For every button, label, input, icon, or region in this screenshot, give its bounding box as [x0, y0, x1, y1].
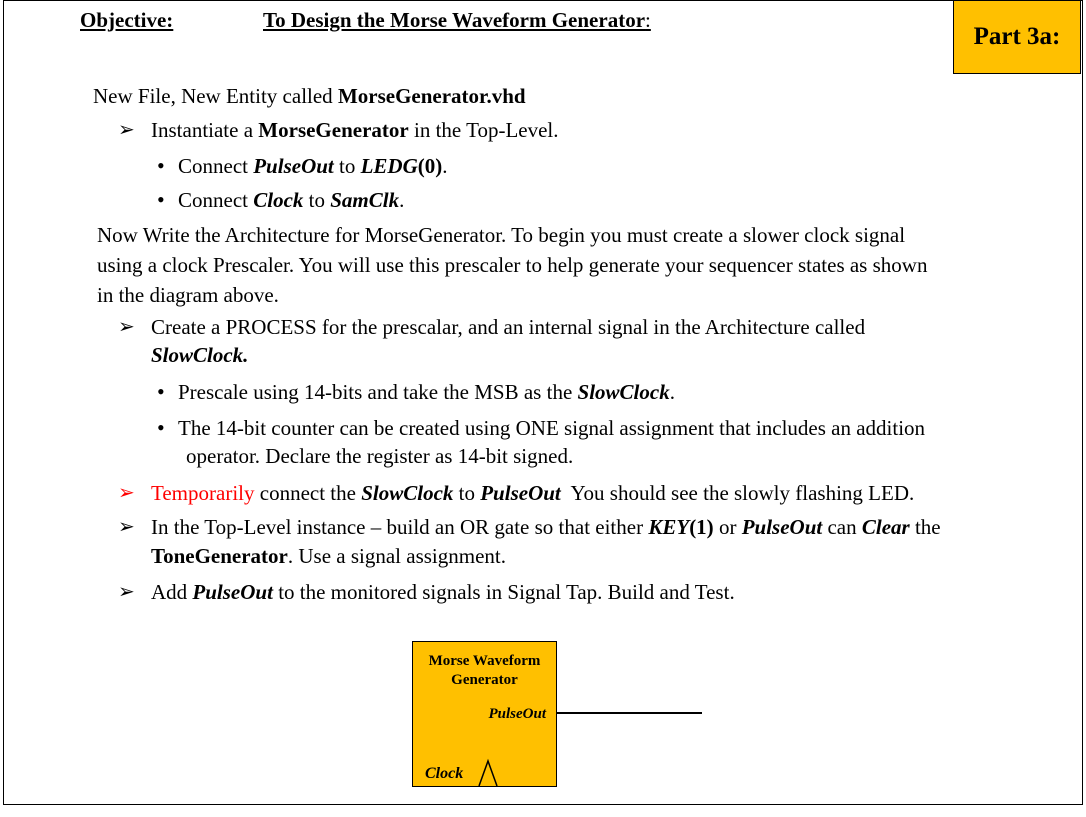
dot-bullet-icon: • — [157, 153, 165, 178]
signal-name: PulseOut — [741, 515, 823, 539]
signal-name: SlowClock — [577, 380, 670, 404]
line-temporarily — [151, 479, 914, 507]
text: in the Top-Level. — [408, 118, 559, 142]
part-badge — [953, 0, 1081, 74]
arrow-bullet-icon: ➢ — [118, 516, 135, 538]
objective-title-colon: : — [645, 8, 651, 32]
text: Connect — [178, 154, 254, 178]
signal-name: PulseOut — [253, 154, 334, 178]
dot-bullet-icon: • — [157, 379, 165, 404]
text: or — [713, 515, 742, 539]
text: New File, New Entity called — [93, 84, 338, 108]
line-prescale — [178, 378, 675, 406]
text: Connect — [178, 188, 254, 212]
line-connect-pulseout — [178, 152, 448, 180]
block-title — [413, 652, 556, 690]
line-counter-cont: operator. Declare the register as 14-bit signed. — [186, 444, 574, 468]
entity-name: MorseGenerator — [337, 84, 487, 108]
text: to — [303, 188, 331, 212]
signal-name: LEDG — [360, 154, 418, 178]
dot-bullet-icon: • — [157, 415, 165, 440]
line-new-file — [93, 82, 526, 110]
signal-name: SamClk — [330, 188, 400, 212]
arrow-bullet-icon: ➢ — [118, 316, 135, 338]
objective-label: Objective: — [80, 8, 174, 32]
objective-title — [263, 8, 651, 33]
paragraph-line: Now Write the Architecture for MorseGenerator. To begin you must create a slower clock signal — [97, 223, 906, 247]
text: In the Top-Level instance – build an OR gate so that either — [151, 515, 649, 539]
signal-name: PulseOut — [480, 481, 561, 505]
text: Prescale using 14-bits and take the MSB as the — [178, 380, 578, 404]
line-connect-clock — [178, 186, 404, 214]
text: to — [333, 154, 361, 178]
text: . — [442, 154, 448, 178]
output-port-label: PulseOut — [488, 706, 546, 722]
line-instantiate — [151, 116, 559, 144]
part-label: Part 3a: — [973, 23, 1061, 50]
paragraph-line: using a clock Prescaler. You will use this prescaler to help generate your sequencer states as shown — [97, 253, 928, 277]
highlight-text: Temporarily — [151, 481, 255, 505]
block-title-line: Morse Waveform — [428, 653, 541, 669]
dot-bullet-icon: • — [157, 187, 165, 212]
signal-name: Clear — [861, 515, 910, 539]
text: . — [669, 380, 675, 404]
text: Instantiate a — [151, 118, 259, 142]
arrow-bullet-icon: ➢ — [118, 482, 135, 504]
block-title-line: Generator — [451, 672, 518, 688]
line-create-process: Create a PROCESS for the prescalar, and an internal signal in the Architecture called — [151, 315, 866, 339]
line-signal-tap — [151, 578, 735, 606]
line-or-gate-cont — [151, 542, 506, 570]
text: connect the — [254, 481, 362, 505]
text: . Use a signal assignment. — [287, 544, 507, 568]
text: to — [453, 481, 481, 505]
entity-name: MorseGenerator — [258, 118, 409, 142]
morse-generator-block — [412, 641, 557, 787]
output-wire — [557, 712, 702, 714]
signal-name: PulseOut — [192, 580, 273, 604]
line-create-process-cont — [151, 341, 248, 369]
signal-name: SlowClock. — [151, 343, 249, 367]
text: You should see the slowly flashing LED. — [560, 481, 915, 505]
text: Add — [151, 580, 193, 604]
line-or-gate — [151, 513, 941, 541]
paragraph-line: in the diagram above. — [97, 283, 279, 307]
signal-name: SlowClock — [361, 481, 454, 505]
arrow-bullet-icon: ➢ — [118, 119, 135, 141]
entity-name: ToneGenerator — [151, 544, 288, 568]
text: to the monitored signals in Signal Tap. Build and Test. — [272, 580, 735, 604]
signal-name: Clock — [253, 188, 304, 212]
signal-index: (0) — [417, 154, 443, 178]
text: . — [399, 188, 405, 212]
signal-name: KEY — [648, 515, 690, 539]
text: can — [822, 515, 862, 539]
text: the — [909, 515, 941, 539]
file-ext: .vhd — [486, 84, 526, 108]
input-port-label: Clock — [425, 765, 464, 782]
signal-index: (1) — [689, 515, 714, 539]
line-counter: The 14-bit counter can be created using ONE signal assignment that includes an addition — [178, 416, 926, 440]
arrow-bullet-icon: ➢ — [118, 581, 135, 603]
objective-title-text: To Design the Morse Waveform Generator — [263, 8, 646, 32]
clock-edge-icon — [477, 757, 501, 787]
